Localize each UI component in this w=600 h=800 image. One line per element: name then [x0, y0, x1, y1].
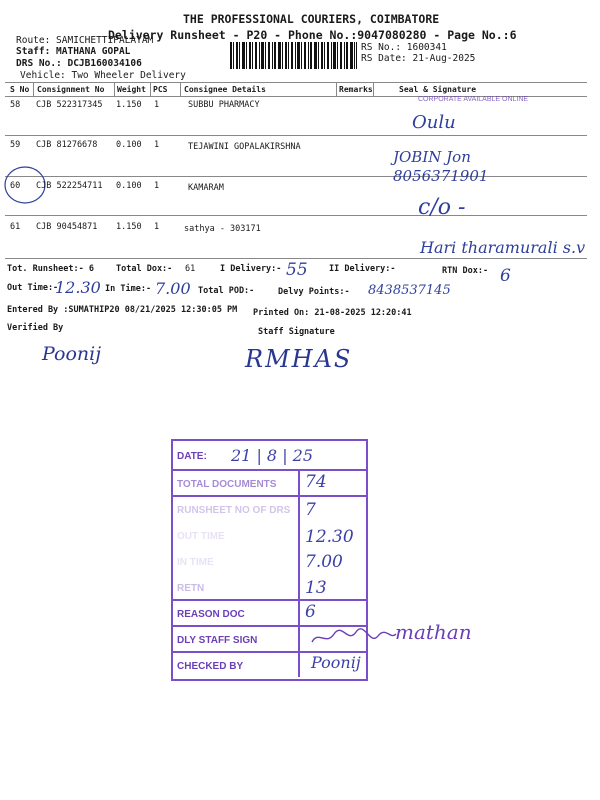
table-row-signature: JOBIN Jon 8056371901	[393, 148, 489, 185]
company-name: THE PROFESSIONAL COURIERS, COIMBATORE	[183, 12, 440, 26]
stamp-row	[173, 599, 366, 627]
table-row-consignee: KAMARAM	[188, 183, 224, 193]
table-row-sno: 58	[10, 100, 21, 110]
col-rule	[373, 82, 374, 96]
stamp-row-label: RUNSHEET NO OF DRS	[177, 505, 291, 516]
dly-staff-sign-value: mathan	[395, 620, 472, 644]
stamp-date-value: 21 | 8 | 25	[231, 446, 314, 465]
staff-signature: RMHAS	[245, 345, 353, 373]
stamp-row-label: TOTAL DOCUMENTS	[177, 479, 277, 490]
drs-number: DRS No.: DCJB160034106	[16, 58, 142, 69]
stamp-row-label: RETN	[177, 583, 205, 594]
total-dox-value: 61	[185, 264, 196, 274]
rs-date: RS Date: 21-Aug-2025	[361, 53, 476, 64]
table-row-sno: 59	[10, 140, 21, 150]
vehicle: Vehicle: Two Wheeler Delivery	[20, 70, 186, 81]
col-rule	[150, 82, 151, 96]
stamp-row-value: 74	[305, 472, 327, 492]
runsheet-title: Delivery Runsheet - P20 - Phone No.:9047080280 - Page No.:6	[108, 28, 517, 42]
in-time-label: In Time:-	[105, 284, 152, 294]
table-row-weight: 1.150	[116, 222, 142, 232]
rtn-dox-label: RTN Dox:-	[442, 266, 489, 276]
col-consignee: Consignee Details	[184, 85, 266, 94]
total-dox-label: Total Dox:-	[116, 264, 173, 274]
table-row-weight: 1.150	[116, 100, 142, 110]
col-sno: S No	[10, 85, 30, 94]
staff: Staff: MATHANA GOPAL	[16, 46, 131, 57]
table-row-signature: Oulu	[412, 112, 456, 133]
stamp-row	[173, 521, 366, 549]
stamp-row-label: CHECKED BY	[177, 661, 244, 672]
stamp-row-value: 7	[305, 500, 316, 520]
col-consignment: Consignment No	[37, 85, 105, 94]
col-rule	[180, 82, 181, 96]
stamp-row	[173, 469, 366, 497]
stamp-row-value: 6	[305, 602, 316, 622]
stamp-date-label: DATE:	[177, 451, 207, 462]
col-rule	[114, 82, 115, 96]
total-pod-label: Total POD:-	[198, 286, 255, 296]
table-top-rule	[5, 82, 587, 83]
table-row-sno: 61	[10, 222, 21, 232]
stamp-row	[173, 547, 366, 575]
stamp-row-label: IN TIME	[177, 557, 214, 568]
table-row-pcs: 1	[154, 222, 160, 232]
col-remarks: Remarks	[339, 85, 373, 94]
row-divider	[5, 215, 587, 216]
stamp-row-label: DLY STAFF SIGN	[177, 635, 258, 646]
i-delivery-label: I Delivery:-	[220, 264, 282, 274]
row-divider	[5, 135, 587, 136]
entered-by: Entered By :SUMATHIP20 08/21/2025 12:30:05 PM	[7, 305, 238, 315]
stamp-row-value: 13	[305, 578, 327, 598]
i-delivery-value: 55	[286, 260, 308, 280]
ii-delivery-label: II Delivery:-	[329, 264, 396, 274]
delvy-points-label: Delvy Points:-	[278, 287, 350, 297]
printed-on: Printed On: 21-08-2025 12:20:41	[253, 308, 412, 318]
stamp-row-label: OUT TIME	[177, 531, 225, 542]
table-row-consignment: CJB 90454871	[36, 222, 98, 232]
col-rule	[33, 82, 34, 96]
in-time-value: 7.00	[155, 279, 191, 298]
stamp-row-value: Poonij	[311, 653, 361, 672]
col-signature: Seal & Signature	[399, 85, 477, 94]
table-row-consignee: SUBBU PHARMACY	[188, 100, 260, 110]
table-row-weight: 0.100	[116, 140, 142, 150]
table-bottom-rule	[5, 258, 587, 259]
stamp-row-value: 7.00	[305, 552, 343, 572]
route: Route: SAMICHETTIPALAYAM	[16, 35, 154, 46]
table-row-consignee: TEJAWINI GOPALAKIRSHNA	[188, 142, 301, 152]
verified-signature: Poonij	[42, 343, 102, 365]
rs-number: RS No.: 1600341	[361, 42, 447, 53]
table-row-consignment: CJB 522317345	[36, 100, 103, 110]
out-time-label: Out Time:-	[7, 283, 59, 293]
table-row-pcs: 1	[154, 100, 160, 110]
out-time-value: 12.30	[55, 278, 101, 297]
table-row-consignee: sathya - 303171	[184, 224, 261, 234]
table-row-pcs: 1	[154, 140, 160, 150]
table-row-signature: c/o -	[418, 195, 466, 220]
table-row-consignment: CJB 81276678	[36, 140, 98, 150]
verified-by-label: Verified By	[7, 323, 64, 333]
rtn-dox-value: 6	[500, 266, 511, 286]
stamp-row	[173, 651, 366, 679]
stamp-divider	[298, 469, 300, 677]
col-pcs: PCS	[153, 85, 168, 94]
tot-runsheet: Tot. Runsheet:- 6	[7, 264, 94, 274]
stamp-row-label: REASON DOC	[177, 609, 245, 620]
table-row-pcs: 1	[154, 181, 160, 191]
delvy-points-value: 8438537145	[368, 283, 451, 298]
table-row-consignment: CJB 522254711	[36, 181, 103, 191]
table-row-weight: 0.100	[116, 181, 142, 191]
corporate-stamp: CORPORATE AVAILABLE ONLINE	[418, 96, 529, 103]
table-row-sno: 60	[10, 181, 21, 191]
signature-scribble	[308, 624, 398, 650]
col-weight: Weight	[117, 85, 146, 94]
stamp-row-value: 12.30	[305, 527, 354, 547]
stamp-row	[173, 573, 366, 601]
barcode	[230, 42, 357, 69]
stamp-row	[173, 495, 366, 523]
staff-signature-label: Staff Signature	[258, 327, 335, 337]
table-row-signature: Hari tharamurali s.v	[420, 238, 586, 257]
col-rule	[336, 82, 337, 96]
